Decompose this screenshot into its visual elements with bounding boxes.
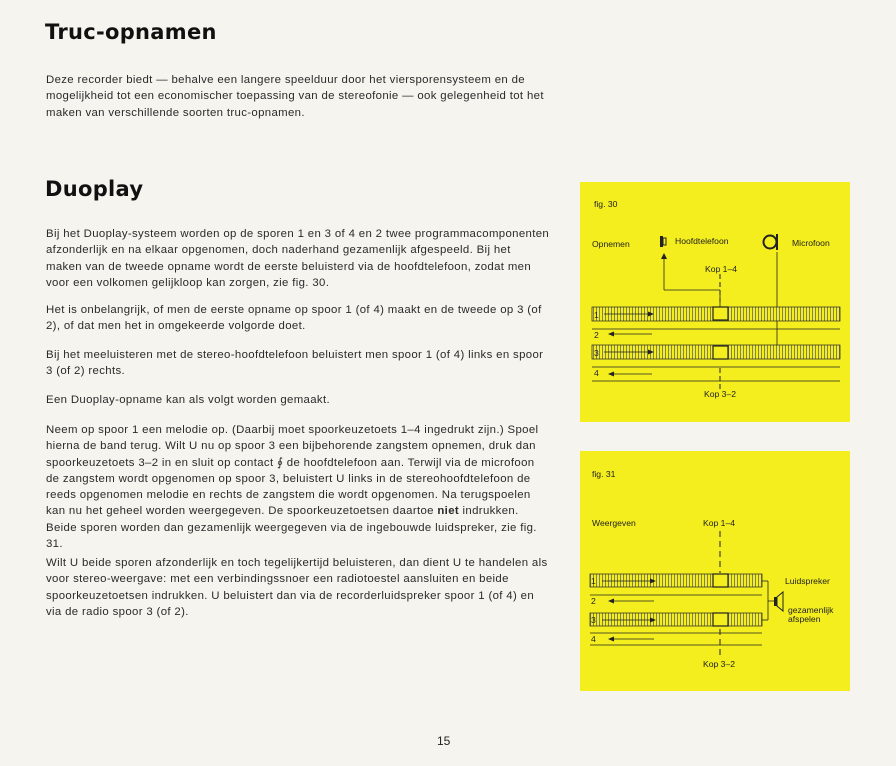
headphone-icon (660, 236, 666, 247)
fig31-track-1: 1 (591, 576, 596, 586)
fig31-gezamenlijk-label: gezamenlijk (788, 605, 834, 615)
fig31-head-3-2 (713, 613, 728, 626)
steps-text-bold: niet (437, 505, 460, 518)
duoplay-paragraph-2: Het is onbelangrijk, of men de eerste opname op spoor 1 (of 4) maakt en de tweede op 3 (of 2), of dat men het in omgekeerde volgorde doet. (46, 304, 542, 333)
figure-30 (580, 182, 850, 422)
fig30-track-2: 2 (594, 330, 599, 340)
microphone-icon (764, 234, 778, 250)
fig30-head-3-2 (713, 346, 728, 359)
fig30-kop-bottom: Kop 3–2 (704, 389, 737, 399)
fig31-kop-bottom: Kop 3–2 (703, 659, 736, 669)
duoplay-steps-paragraph (46, 422, 550, 552)
fig30-track-3: 3 (594, 348, 599, 358)
fig31-track-3: 3 (591, 615, 596, 625)
fig31-track-2: 2 (591, 596, 596, 606)
fig31-tracks (590, 574, 762, 645)
steps-text-after: indrukken. Beide sporen worden dan gezamenlijk weergegeven via de ingebouwde luidspreker, zie fig. 31. (46, 505, 537, 551)
steps-text-middle: de hoofdtelefoon aan. Terwijl via de microfoon de zangstem wordt opgenomen op spoor 3, beluistert U links in de stereohoofdtelefoon de reeds opgenomen melodie en rechts de zangstem die wordt opgenomen. Na terugspoelen kan nu het geheel worden weergegeven. De spoorkeuzetoetsen daartoe (46, 456, 535, 518)
fig30-track-4: 4 (594, 368, 599, 378)
duoplay-paragraph-5: Wilt U beide sporen afzonderlijk en toch tegelijkertijd beluisteren, dan dient U te handelen als voor stereo-weergave: met een verbindingssnoer een radiotoestel aansluiten en beide spoorkeuzetoetsen indrukken. U beluistert dan via de recorderluidspreker spoor 1 (of 4) en via de radio spoor 3 (of 2). (46, 557, 548, 618)
steps-text-before: Neem op spoor 1 een melodie op. (Daarbij moet spoorkeuzetoets 1–4 ingedrukt zijn.) Spoel hierna de band terug. Wilt U nu op spoor 3 een bijbehorende zangstem opnemen, druk dan spoorkeuzetoets 3–2 in en sluit op contact (46, 424, 539, 469)
contact-symbol-icon: ∮ (276, 456, 284, 469)
figure-31 (580, 451, 850, 691)
fig30-head-1-4 (713, 307, 728, 320)
fig30-microfoon-label: Microfoon (792, 238, 830, 248)
speaker-icon (774, 592, 783, 611)
fig31-kop-top: Kop 1–4 (703, 518, 736, 528)
fig31-weergeven-label: Weergeven (592, 518, 636, 528)
figure-31-diagram (580, 451, 850, 691)
fig31-head-1-4 (713, 574, 728, 587)
page-number: 15 (437, 734, 451, 748)
fig31-luidspreker-label: Luidspreker (785, 576, 830, 586)
duoplay-paragraph-1: Bij het Duoplay-systeem worden op de sporen 1 en 3 of 4 en 2 twee programmacomponenten afzonderlijk en na elkaar opgenomen, doch naderhand gezamenlijk afgespeeld. Bij het maken van de tweede opname wordt de eerste beluisterd via de hoofdtelefoon, zodat men voor een volkomen gelijkloop kan zorgen, zie fig. 30. (46, 228, 550, 289)
fig30-kop-top: Kop 1–4 (705, 264, 738, 274)
section-title-duoplay: Duoplay (45, 177, 144, 201)
fig31-afspelen-label: afspelen (788, 614, 821, 624)
fig30-track-1: 1 (594, 310, 599, 320)
figure-30-diagram (580, 182, 850, 422)
fig31-label: fig. 31 (592, 469, 616, 479)
fig30-opnemen-label: Opnemen (592, 239, 630, 249)
duoplay-paragraph-3: Bij het meeluisteren met de stereo-hoofdtelefoon beluistert men spoor 1 (of 4) links en spoor 3 (of 2) rechts. (46, 349, 544, 378)
intro-paragraph: Deze recorder biedt — behalve een langere speelduur door het viersporensysteem en de mogelijkheid tot een economischer toepassing van de stereofonie — ook gelegenheid tot het maken van verschillende soorten truc-opnamen. (46, 74, 544, 119)
section-title-truc-opnamen: Truc-opnamen (45, 20, 217, 44)
duoplay-paragraph-4: Een Duoplay-opname kan als volgt worden gemaakt. (46, 394, 331, 406)
fig31-track-4: 4 (591, 634, 596, 644)
fig30-label: fig. 30 (594, 199, 618, 209)
fig30-hoofdtelefoon-label: Hoofdtelefoon (675, 236, 729, 246)
